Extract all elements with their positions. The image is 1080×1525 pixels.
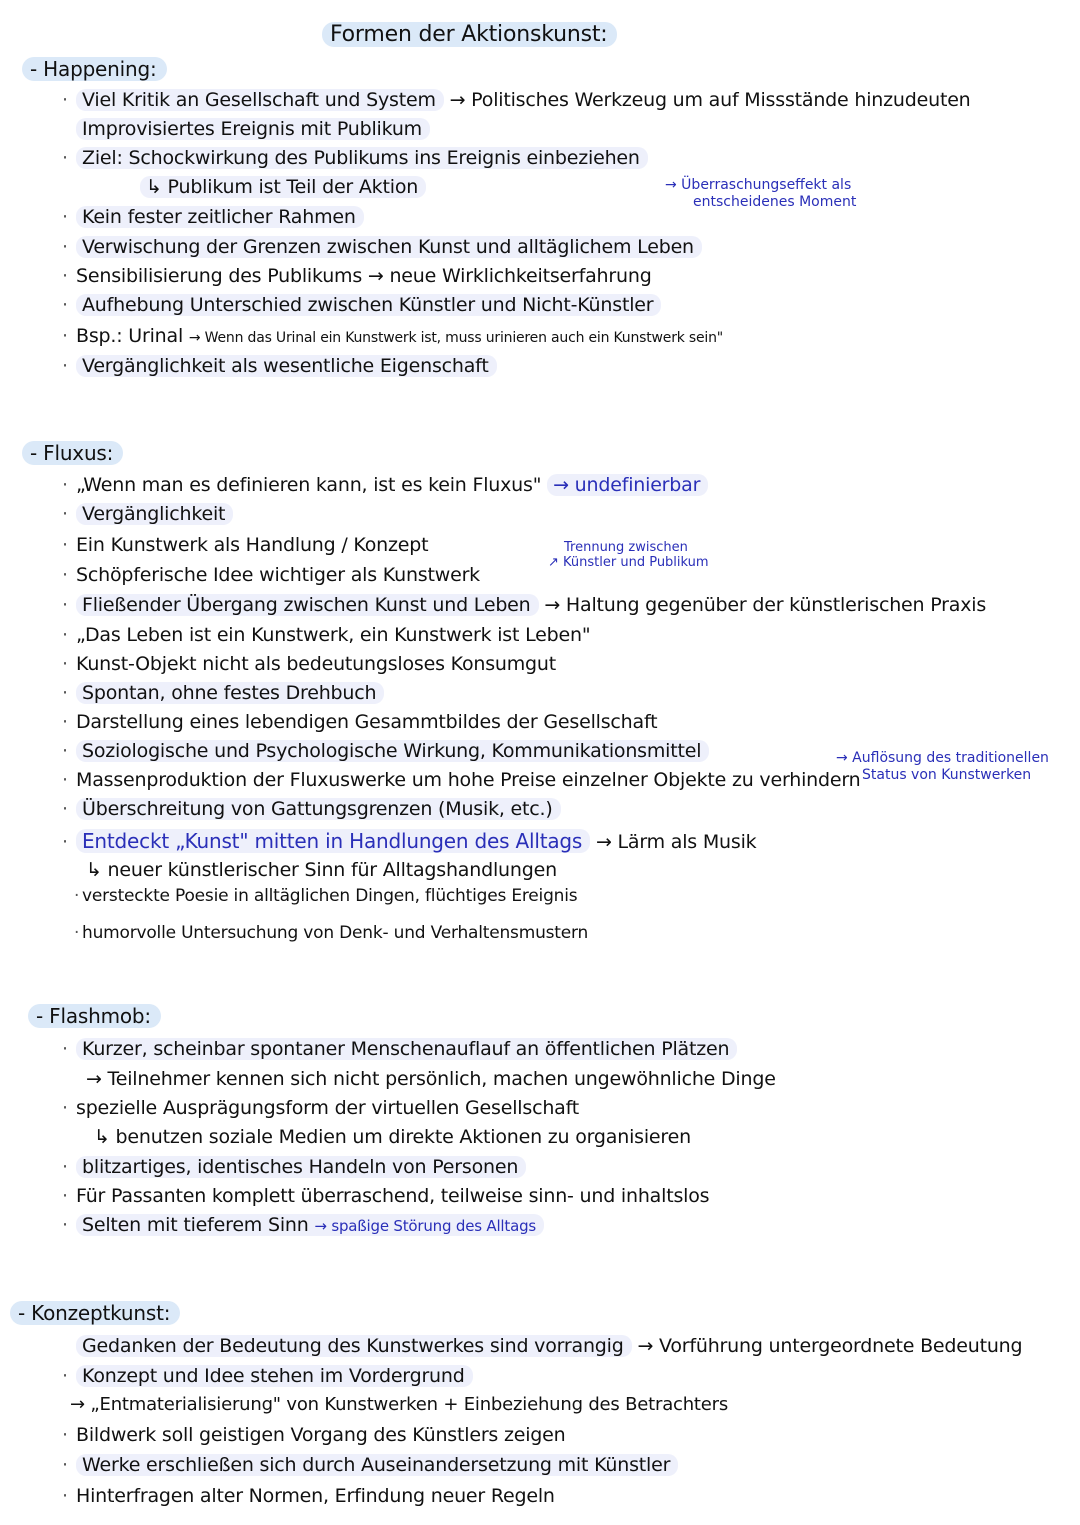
side-note: → Überraschungseffekt als entscheidenes Moment (665, 177, 857, 210)
list-item: · „Das Leben ist ein Kunstwerk, ein Kunstwerk ist Leben" (62, 624, 591, 646)
side-note: Trennung zwischen ↗ Künstler und Publikum (548, 540, 709, 570)
bullet-icon: · (74, 886, 80, 906)
list-item: · Vergänglichkeit (62, 501, 233, 527)
list-item: · Hinterfragen alter Normen, Erfindung neuer Regeln (62, 1485, 555, 1507)
bullet-icon: · (62, 1156, 68, 1178)
bullet-icon: · (62, 1214, 68, 1236)
bullet-icon: · (62, 236, 68, 258)
list-item: ↳ Publikum ist Teil der Aktion (140, 174, 426, 200)
list-item: · Selten mit tieferem Sinn → spaßige Störung des Alltags (62, 1212, 544, 1239)
bullet-icon: · (74, 923, 80, 943)
bullet-icon: · (62, 1038, 68, 1060)
section-heading-konzeptkunst: - Konzeptkunst: (10, 1300, 180, 1326)
section-heading-fluxus: - Fluxus: (22, 440, 123, 466)
list-item: · Viel Kritik an Gesellschaft und System → Politisches Werkzeug um auf Missstände hinzudeuten (62, 89, 971, 111)
list-item: · blitzartiges, identisches Handeln von Personen (62, 1154, 526, 1180)
list-item: · Entdeckt „Kunst" mitten in Handlungen des Alltags → Lärm als Musik (62, 829, 757, 853)
bullet-icon: · (62, 474, 68, 496)
bullet-icon: · (62, 564, 68, 586)
list-item: · humorvolle Untersuchung von Denk- und Verhaltensmustern (74, 920, 588, 946)
list-item: · Kurzer, scheinbar spontaner Menschenauflauf an öffentlichen Plätzen (62, 1036, 737, 1062)
list-item: · „Wenn man es definieren kann, ist es kein Fluxus" → undefinierbar (62, 472, 708, 498)
list-item: · Spontan, ohne festes Drehbuch (62, 680, 384, 706)
section-heading-flashmob: - Flashmob: (28, 1003, 161, 1029)
list-item: · Werke erschließen sich durch Auseinandersetzung mit Künstler (62, 1452, 678, 1478)
list-item: · Soziologische und Psychologische Wirkung, Kommunikationsmittel (62, 738, 709, 764)
bullet-icon: · (62, 1365, 68, 1387)
list-item: → „Entmaterialisierung" von Kunstwerken + Einbeziehung des Betrachters (70, 1394, 729, 1415)
bullet-icon: · (62, 355, 68, 377)
bullet-icon: · (62, 711, 68, 733)
list-item: · versteckte Poesie in alltäglichen Dingen, flüchtiges Ereignis (74, 883, 577, 909)
bullet-icon: · (62, 798, 68, 820)
list-item: ↳ neuer künstlerischer Sinn für Alltagshandlungen (86, 859, 557, 881)
list-item: ↳ benutzen soziale Medien um direkte Aktionen zu organisieren (94, 1126, 691, 1148)
side-note: → Auflösung des traditionellen Status von Kunstwerken (836, 750, 1049, 783)
list-item: · Bsp.: Urinal → Wenn das Urinal ein Kunstwerk ist, muss urinieren auch ein Kunstwerk sein" (62, 325, 724, 347)
list-item: → Teilnehmer kennen sich nicht persönlich, machen ungewöhnliche Dinge (86, 1068, 776, 1090)
bullet-icon: · (62, 1454, 68, 1476)
bullet-icon: · (62, 294, 68, 316)
list-item: · Ziel: Schockwirkung des Publikums ins Ereignis einbeziehen (62, 145, 648, 171)
bullet-icon: · (62, 740, 68, 762)
list-item: · Massenproduktion der Fluxuswerke um hohe Preise einzelner Objekte zu verhindern (62, 769, 861, 791)
bullet-icon: · (62, 1097, 68, 1119)
list-item: · Überschreitung von Gattungsgrenzen (Musik, etc.) (62, 796, 561, 822)
list-item: · Ein Kunstwerk als Handlung / Konzept (62, 534, 429, 556)
list-item: · Aufhebung Unterschied zwischen Künstler und Nicht-Künstler (62, 292, 661, 318)
bullet-icon: · (62, 325, 68, 347)
list-item: · Für Passanten komplett überraschend, teilweise sinn- und inhaltslos (62, 1185, 710, 1207)
page-title: Formen der Aktionskunst: (322, 22, 617, 48)
bullet-icon: · (62, 534, 68, 556)
bullet-icon: · (62, 624, 68, 646)
list-item: · Fließender Übergang zwischen Kunst und Leben → Haltung gegenüber der künstlerischen Praxis (62, 594, 987, 616)
list-item: · Schöpferische Idee wichtiger als Kunstwerk (62, 564, 480, 586)
bullet-icon: · (62, 1485, 68, 1507)
bullet-icon: · (62, 1185, 68, 1207)
bullet-icon: · (62, 147, 68, 169)
bullet-icon: · (62, 206, 68, 228)
list-item: · Darstellung eines lebendigen Gesammtbildes der Gesellschaft (62, 711, 658, 733)
list-item: · Kunst-Objekt nicht als bedeutungsloses Konsumgut (62, 653, 557, 675)
bullet-icon: · (62, 831, 68, 853)
bullet-icon: · (62, 89, 68, 111)
bullet-icon: · (62, 653, 68, 675)
list-item: · Kein fester zeitlicher Rahmen (62, 204, 364, 230)
arrow-up-right-icon: ↗ (548, 555, 564, 570)
list-item: · Vergänglichkeit als wesentliche Eigenschaft (62, 353, 497, 379)
list-item: Improvisiertes Ereignis mit Publikum (76, 116, 430, 142)
list-item: Gedanken der Bedeutung des Kunstwerkes sind vorrangig → Vorführung untergeordnete Bedeutung (76, 1333, 1022, 1359)
list-item: · Verwischung der Grenzen zwischen Kunst und alltäglichem Leben (62, 234, 702, 260)
bullet-icon: · (62, 769, 68, 791)
bullet-icon: · (62, 682, 68, 704)
list-item: · spezielle Ausprägungsform der virtuellen Gesellschaft (62, 1097, 580, 1119)
list-item: · Bildwerk soll geistigen Vorgang des Künstlers zeigen (62, 1424, 566, 1446)
bullet-icon: · (62, 1424, 68, 1446)
list-item: · Sensibilisierung des Publikums → neue Wirklichkeitserfahrung (62, 265, 652, 287)
bullet-icon: · (62, 503, 68, 525)
list-item: · Konzept und Idee stehen im Vordergrund (62, 1363, 473, 1389)
bullet-icon: · (62, 265, 68, 287)
bullet-icon: · (62, 594, 68, 616)
section-heading-happening: - Happening: (22, 56, 167, 82)
